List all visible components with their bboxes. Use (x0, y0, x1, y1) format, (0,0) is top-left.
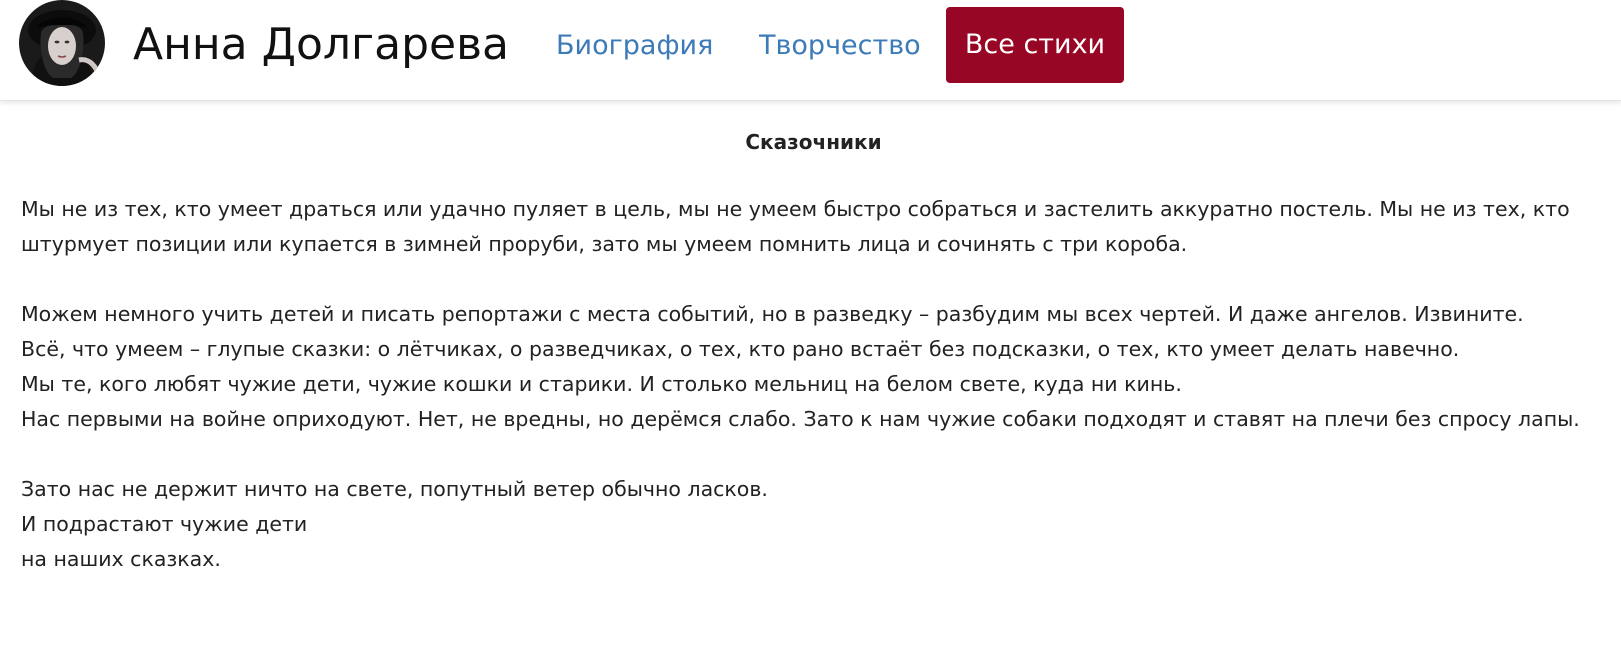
poem-line: Зато нас не держит ничто на свете, попутный ветер обычно ласков. (21, 477, 768, 501)
poem-line: Нас первыми на войне оприходуют. Нет, не вредны, но дерёмся слабо. Зато к нам чужие собаки подходят и ставят на плечи без спросу лапы. (21, 407, 1580, 431)
nav-biography[interactable]: Биография (556, 30, 714, 61)
poem-line: Мы те, кого любят чужие дети, чужие кошки и старики. И столько мельниц на белом свете, куда ни кинь. (21, 372, 1182, 396)
site-header (0, 0, 1621, 101)
site-title[interactable]: Анна Долгарева (133, 19, 509, 70)
poem-title: Сказочники (745, 130, 882, 154)
avatar-portrait-icon (19, 0, 105, 86)
stanza-1 (21, 192, 1606, 262)
avatar[interactable] (19, 0, 105, 86)
nav-works[interactable]: Творчество (759, 30, 921, 61)
poem-line: Можем немного учить детей и писать репортажи с места событий, но в разведку – разбудим мы всех чертей. И даже ангелов. Извините. (21, 302, 1524, 326)
stanza-2 (21, 297, 1606, 437)
stanza-3 (21, 472, 1606, 577)
poem-line: И подрастают чужие дети (21, 512, 308, 536)
poem-line: Всё, что умеем – глупые сказки: о лётчиках, о разведчиках, о тех, кто рано встаёт без подсказки, о тех, кто умеет делать навечно. (21, 337, 1460, 361)
nav-all-poems[interactable]: Все стихи (946, 7, 1124, 83)
poem-line: Мы не из тех, кто умеет драться или удачно пуляет в цель, мы не умеем быстро собраться и застелить аккуратно постель. Мы не из тех, кто штурмует позиции или купается в зимней проруби, зато мы умеем помнить лица и сочинять с три короба. (21, 197, 1570, 256)
poem-content (21, 128, 1606, 612)
poem-line: на наших сказках. (21, 547, 221, 571)
